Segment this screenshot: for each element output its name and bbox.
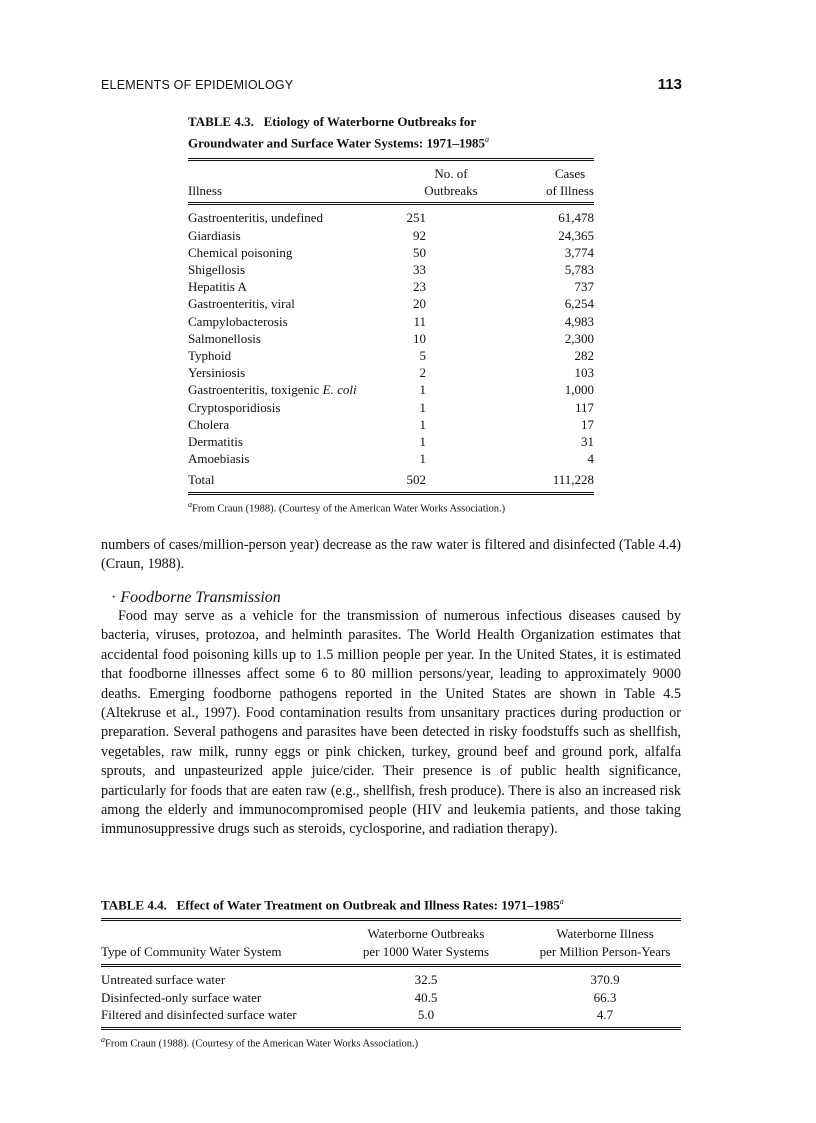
table-title: Effect of Water Treatment on Outbreak and Illness Rates: 1971–1985 [176, 897, 560, 913]
table-row: Cholera 1 17 [188, 416, 594, 432]
footnote-marker: a [484, 135, 489, 144]
footnote-marker: a [559, 897, 564, 906]
table-title-line2: Groundwater and Surface Water Systems: 1971–1985 [188, 135, 485, 151]
table-title-line1: Etiology of Waterborne Outbreaks for [263, 114, 477, 129]
table-row: Gastroenteritis, undefined 251 61,478 [188, 210, 594, 226]
table-row: Chemical poisoning 50 3,774 [188, 244, 594, 260]
table-row: Giardiasis 92 24,365 [188, 227, 594, 243]
table-caption [188, 113, 594, 152]
bullet-icon: · [111, 589, 117, 606]
table-row: Filtered and disinfected surface water 5.0 4.7 [101, 1007, 614, 1023]
section-heading [111, 589, 281, 607]
table-footnote: $^a$From Craun (1988). (Courtesy of the American Water Works Association.) [188, 499, 506, 515]
table-body [188, 205, 594, 491]
section-title: Foodborne Transmission [120, 589, 281, 606]
col-header-cases: Cases of Illness [545, 166, 594, 199]
col-header-outbreaks: Waterborne Outbreaks per 1000 Water Systems [362, 926, 490, 960]
table-header-row [188, 161, 594, 202]
col-header-illness: Waterborne Illness per Million Person-Years [539, 926, 671, 960]
col-header-system: Type of Community Water System [101, 944, 282, 960]
table-row: Amoebiasis 1 4 [188, 451, 594, 467]
table-row: Hepatitis A 23 737 [188, 279, 594, 295]
table-row: Campylobacterosis 11 4,983 [188, 313, 594, 329]
table-row: Dermatitis 1 31 [188, 433, 594, 449]
body-paragraph: Food may serve as a vehicle for the transmission of numerous infectious diseases caused by bacteria, viruses, protozoa, and helminth parasites. The World Health Organization estimates that accidental food poisoning kills up to 1.5 million people per year. In the United States, it is estimated that foodborne illnesses affect some 6 to 80 million persons/year, leading to approximately 9000 deaths. Emerging foodborne pathogens reported in the United States are shown in Table 4.5 (Altekruse et al., 1997). Food contamination results from unsanitary practices during production or preparation. Several pathogens and parasites have been detected in risky foodstuffs such as shellfish, vegetables, raw milk, runny eggs or pink chicken, turkey, ground beef and ground pork, alfalfa sprouts, and unpasteurized apple juice/cider. Their presence is of public health significance, particularly for foods that are eaten raw (e.g., shellfish, fresh produce). There is also an increased risk among the elderly and immunocompromised people (HIV and leukemia patients, and those taking immunosuppressive drugs such as steroids, cyclosporine, and radiation therapy). [101, 608, 681, 838]
running-head: ELEMENTS OF EPIDEMIOLOGY [101, 78, 294, 92]
col-header-outbreaks: No. of Outbreaks [424, 166, 478, 199]
table-footnote: $^a$From Craun (1988). (Courtesy of the American Water Works Association.) [101, 1034, 419, 1050]
table-4-3 [188, 113, 594, 514]
table-caption [101, 893, 681, 918]
table-row: Gastroenteritis, viral 20 6,254 [188, 296, 594, 312]
body-paragraph: numbers of cases/million-person year) decrease as the raw water is filtered and disinfected (Table 4.4) (Craun, 1988). [101, 537, 681, 573]
table-label: TABLE 4.4. [101, 897, 167, 913]
table-total-row: Total 502 111,228 [188, 472, 594, 488]
table-row: Untreated surface water 32.5 370.9 [101, 972, 620, 988]
table-row: Gastroenteritis, toxigenic E. coli 1 1,000 [188, 382, 594, 398]
table-4-4 [101, 893, 681, 1049]
table-row: Typhoid 5 282 [188, 347, 594, 363]
table-row: Disinfected-only surface water 40.5 66.3 [101, 989, 617, 1005]
table-body [101, 967, 681, 1027]
table-row: Yersiniosis 2 103 [188, 365, 594, 381]
page-number: 113 [657, 76, 682, 93]
table-row: Shigellosis 33 5,783 [188, 261, 594, 277]
table-label: TABLE 4.3. [188, 114, 254, 129]
col-header-illness: Illness [188, 183, 222, 199]
table-row: Salmonellosis 10 2,300 [188, 330, 594, 346]
table-header-row [101, 921, 681, 964]
table-row: Cryptosporidiosis 1 117 [188, 399, 594, 415]
